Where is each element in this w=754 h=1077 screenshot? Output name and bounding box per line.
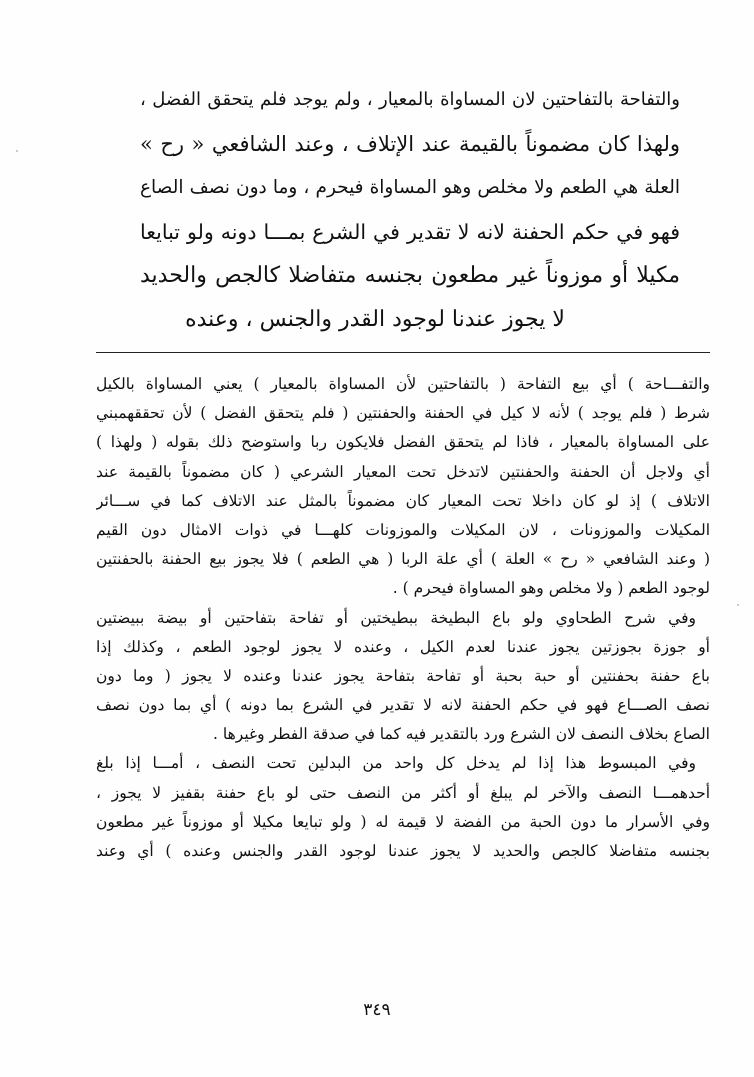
commentary-line: نصف الصـــاع فهو في حكم الحفنة لانه لا تقدير في الشرع بما دونه ) أي بما دون نصف [96,696,710,715]
matn-line: ولهذا كان مضموناً بالقيمة عند الإتلاف ، وعند الشافعي « رح » [140,132,680,156]
page-number: ٣٤٩ [363,1000,391,1020]
commentary-line: أحدهمـــا النصف والآخر لم يبلغ أو أكثر من النصف حتى لو باع حفنة بقفيز لا يجوز ، [96,783,710,802]
commentary-line: بجنسه متفاضلا كالجص والحديد لا يجوز عندنا لوجود القدر والجنس وعنده ) أي وعند [96,842,710,860]
commentary-line: وفي الأسرار ما دون الحبة من الفضة لا قيمة له ( ولو تبايعا مكيلا أو موزوناً غير مطعون [96,812,710,831]
commentary-line: على المساواة بالمعيار ، فاذا لم يتحقق الفضل فلايكون ربا واستوضح ذلك بقوله ( ولهذا ) [96,433,710,452]
matn-line: فهو في حكم الحفنة لانه لا تقدير في الشرع بمـــا دونه ولو تبايعا [140,220,680,244]
commentary-line: المكيلات والموزونات ، لان المكيلات والموزونات كلهـــا في ذوات الامثال دون القيم [96,520,710,539]
commentary-line: شرط ( فلم يوجد ) لأنه لا كيل في الحفنة والحفنتين ( فلم يتحقق الفضل ) لأن تحققهمبني [96,404,710,423]
matn-line: العلة هي الطعم ولا مخلص وهو المساواة فيحرم ، وما دون نصف الصاع [140,177,680,198]
matn-line: مكيلا أو موزوناً غير مطعون بجنسه متفاضلا كالجص والحديد [140,263,680,288]
commentary-line: وفي المبسوط هذا إذا لم يدخل كل واحد من البدلين تحت النصف ، أمـــا إذا بلغ [96,754,696,773]
commentary-line: الصاع بخلاف النصف لان الشرع ورد بالتقدير فيه كما في صدقة الفطر وغيرها . [213,725,710,744]
commentary-line: أي ولاجل أن الحفنة والحفنتين لاتدخل تحت المعيار الشرعي ( كان مضموناً بالقيمة عند [96,462,710,481]
sharh-commentary [96,370,710,866]
matn-line: والتفاحة بالتفاحتين لان المساواة بالمعيار ، ولم يوجد فلم يتحقق الفضل ، [140,89,680,110]
section-divider [96,352,710,353]
commentary-line: والتفـــاحة ) أي بيع التفاحة ( بالتفاحتين لأن المساواة بالمعيار ) يعني المساواة بالكيل [96,375,710,393]
commentary-paragraph [96,370,710,604]
commentary-line: ( وعند الشافعي « رح » العلة ) أي علة الربا ( هي الطعم ) فلا يجوز بيع الحفنة بالحفنتين [96,550,710,569]
commentary-line: أو جوزة بجوزتين يجوز عندنا لعدم الكيل ، وعنده لا يجوز لوجود الطعم ، وكذلك إذا [96,637,710,656]
commentary-line: وفي شرح الطحاوي ولو باع البطيخة ببطيختين أو تفاحة بتفاحتين أو بيضة ببيضتين [96,608,696,627]
commentary-line: لوجود الطعم ( ولا مخلص وهو المساواة فيحرم ) . [392,579,710,598]
scan-speck [16,150,18,152]
commentary-paragraph [96,749,710,866]
commentary-line: باع حفنة بحفنتين أو حبة بحبة أو تفاحة بتفاحة يجوز عندنا وعنده لا يجوز ( وما دون [96,666,710,685]
matn-text [140,78,680,342]
commentary-line: الاتلاف ) إذ لو كان داخلا تحت المعيار كان مضموناً بالمثل عند الاتلاف كما في ســـائر [96,491,710,510]
commentary-paragraph [96,604,710,750]
matn-line: لا يجوز عندنا لوجود القدر والجنس ، وعنده [185,307,565,332]
scan-speck [737,604,739,606]
